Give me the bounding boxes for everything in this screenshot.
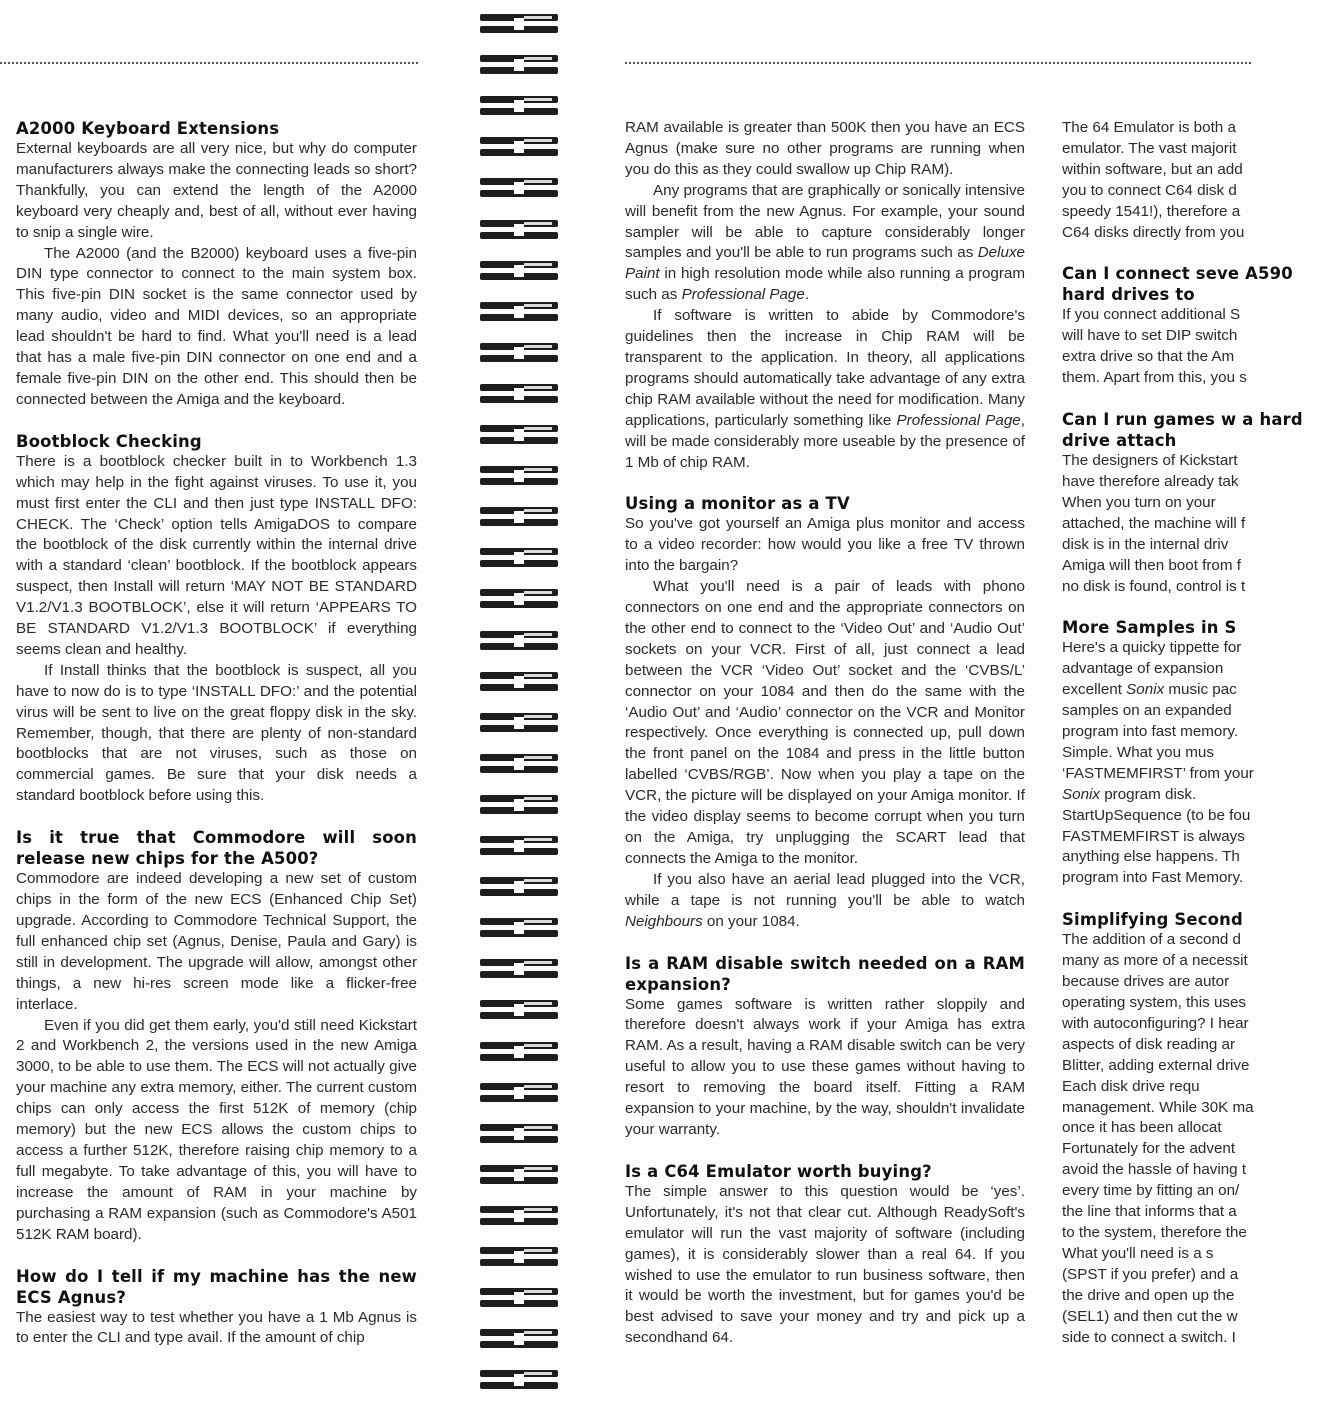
binding-ring [480, 1124, 558, 1144]
right-section [1062, 118, 1251, 243]
right-section [1062, 909, 1254, 1348]
text-line: The 64 Emulator is both a [1062, 119, 1236, 136]
paragraph: What you'll need is a pair of leads with phono connectors on one end and the appropriate connectors on the other end to connect to the ‘Video Out’ and ‘Audio Out’ sockets on your VCR. First of all, just connect a lead between the VCR ‘Video Out’ socket and the ‘CVBS/L’ connector on your 1084 and then do the same with the ‘Audio Out’ and ‘Audio’ connector on the VCR and Monitor respectively. Once everything is connected up, pull down the front panel on the 1084 and press in the little button labelled ‘CVBS/RGB’. Now when you play a tape on the VCR, the picture will be displayed on your Amiga monitor. If the video display seems to become corrupt when you turn on the Amiga, try unplugging the SCART lead that connects the Amiga to the monitor. [625, 578, 1025, 867]
text-line: What you'll need is a s [1062, 1244, 1214, 1262]
text-line: Blitter, adding external drive [1062, 1056, 1250, 1074]
middle-column [625, 118, 1025, 1369]
binding-ring [480, 959, 558, 979]
binding-ring [480, 1329, 558, 1349]
text-line: Here's a quicky tippette for [1062, 639, 1242, 657]
text-line: management. While 30K ma [1062, 1098, 1254, 1116]
binding-ring [480, 713, 558, 733]
text-line: emulator. The vast majorit [1062, 139, 1237, 157]
text-line: disk is in the internal driv [1062, 535, 1229, 553]
paragraph: There is a bootblock checker built in to Workbench 1.3 which may help in the fight against viruses. To use it, you must first enter the CLI and then just type INSTALL DFO: CHECK. The ‘Check’ option tells AmigaDOS to compare the bootblock of the disk currently within the internal drive with a standard ‘clean’ bootblock. If the bootblock appears suspect, then Install will return ‘MAY NOT BE STANDARD V1.2/V1.3 BOOTBLOCK’, else it will return ‘APPEARS TO BE STANDARD V1.2/V1.3 BOOTBLOCK’ if everything seems clean and healthy. [16, 452, 417, 658]
section-keyboard-extensions [16, 118, 417, 411]
right-page-rule [625, 62, 1251, 64]
binding-ring [480, 589, 558, 609]
text-line: the drive and open up the [1062, 1286, 1235, 1304]
text-line: you to connect C64 disk d [1062, 181, 1237, 199]
text-line: speedy 1541!), therefore a [1062, 202, 1241, 220]
section-heading: Simplifying Second [1062, 910, 1243, 930]
binding-ring [480, 466, 558, 486]
section-ram-disable-switch [625, 953, 1025, 1141]
binding-ring [480, 1370, 558, 1390]
text-line: them. Apart from this, you s [1062, 369, 1247, 387]
binding-ring [480, 220, 558, 240]
text-line: attached, the machine will f [1062, 514, 1246, 532]
binding-ring [480, 425, 558, 445]
section-agnus-continued [625, 118, 1025, 473]
binding-ring [480, 1288, 558, 1308]
section-heading: Is a C64 Emulator worth buying? [625, 1161, 932, 1181]
paragraph: If you also have an aerial lead plugged into the VCR, while a tape is not running you'll be able to watch Neighbours on your 1084. [625, 870, 1025, 930]
paragraph: The simple answer to this question would be ‘yes’. Unfortunately, it's not that clear cut. Although ReadySoft's emulator will run the vast majority of software (including games), it is considerably slower than a real 64. If you wished to use the emulator to run business software, then it would be worth the investment, but for games you'd be best advised to save your money and try and pick up a secondhand 64. [625, 1182, 1025, 1347]
text-line: Each disk drive requ [1062, 1077, 1200, 1095]
binding-ring [480, 548, 558, 568]
text-line: FASTMEMFIRST is always [1062, 827, 1245, 845]
binding-ring [480, 137, 558, 157]
text-line: Sonix program disk. [1062, 785, 1197, 803]
section-heading: Can I run games w a hard drive attach [1062, 410, 1303, 451]
binding-ring [480, 178, 558, 198]
text-line: The addition of a second d [1062, 931, 1242, 949]
text-line: avoid the hassle of having t [1062, 1161, 1247, 1179]
section-heading: Is it true that Commodore will soon release new chips for the A500? [16, 828, 417, 869]
binding-ring [480, 754, 558, 774]
binding-ring [480, 343, 558, 363]
text-line: C64 disks directly from you [1062, 223, 1245, 241]
section-heading: Is a RAM disable switch needed on a RAM expansion? [625, 953, 1025, 994]
section-ecs-agnus [16, 1266, 417, 1350]
text-line: Amiga will then boot from f [1062, 556, 1241, 574]
left-column [16, 118, 417, 1369]
text-line: program into Fast Memory. [1062, 869, 1244, 887]
binding-ring [480, 1083, 558, 1103]
text-line: When you turn on your [1062, 493, 1216, 511]
section-heading: Bootblock Checking [16, 431, 202, 451]
left-page-rule [0, 62, 418, 64]
text-line: ‘FASTMEMFIRST’ from your [1062, 764, 1254, 782]
spiral-binding [470, 0, 570, 1403]
text-line: with autoconfiguring? I hear [1062, 1014, 1249, 1032]
paragraph: Even if you did get them early, you'd still need Kickstart 2 and Workbench 2, the versions used in the new Amiga 3000, to be able to use them. The ECS will not actually give your machine any extra memory, either. The current custom chips can only access the first 512K of memory (chip memory) but the new ECS allows the custom chips to access a further 512K, therefore raising chip memory to a full megabyte. To take advantage of this, you will have to increase the amount of RAM in your machine by purchasing a RAM expansion (such as Commodore's A501 512K RAM board). [16, 1016, 417, 1243]
section-heading: More Samples in S [1062, 618, 1237, 638]
text-line: side to connect a switch. I [1062, 1328, 1236, 1346]
binding-ring [480, 302, 558, 322]
text-line: aspects of disk reading ar [1062, 1035, 1236, 1053]
text-line: to the system, therefore the [1062, 1223, 1247, 1241]
paragraph: External keyboards are all very nice, but why do computer manufacturers always make the connecting leads so short? Thankfully, you can extend the length of the A2000 keyboard very cheaply and, best of all, without ever having to snip a single wire. [16, 140, 417, 241]
right-section [1062, 263, 1293, 389]
paragraph: So you've got yourself an Amiga plus monitor and access to a video recorder: how would you like a free TV thrown into the bargain? [625, 515, 1025, 575]
binding-ring [480, 631, 558, 651]
binding-ring [480, 1042, 558, 1062]
text-line: the line that informs that a [1062, 1203, 1237, 1221]
binding-ring [480, 1247, 558, 1267]
binding-ring [480, 877, 558, 897]
text-line: many as more of a necessit [1062, 952, 1248, 970]
section-bootblock-checking [16, 431, 417, 807]
text-line: Fortunately for the advent [1062, 1140, 1236, 1158]
binding-ring [480, 918, 558, 938]
binding-ring [480, 261, 558, 281]
section-new-chips [16, 827, 417, 1245]
text-line: within software, but an add [1062, 160, 1243, 178]
text-line: once it has been allocat [1062, 1119, 1222, 1137]
binding-ring [480, 55, 558, 75]
text-line: have therefore already tak [1062, 472, 1239, 490]
text-line: advantage of expansion [1062, 660, 1224, 678]
text-line: extra drive so that the Am [1062, 348, 1235, 366]
section-heading: Can I connect seve A590 hard drives to [1062, 264, 1293, 305]
text-line: will have to set DIP switch [1062, 327, 1238, 345]
binding-ring [480, 836, 558, 856]
text-line: samples on an expanded [1062, 702, 1232, 720]
text-line: operating system, this uses [1062, 994, 1247, 1011]
text-line: The designers of Kickstart [1062, 452, 1238, 470]
text-line: StartUpSequence (to be fou [1062, 806, 1251, 824]
section-monitor-as-tv [625, 493, 1025, 932]
section-c64-emulator [625, 1161, 1025, 1349]
text-line: Simple. What you mus [1062, 743, 1214, 761]
paragraph: The easiest way to test whether you have a 1 Mb Agnus is to enter the CLI and type avail. If the amount of chip [16, 1308, 417, 1347]
paragraph: RAM available is greater than 500K then you have an ECS Agnus (make sure no other programs are running when you do this as they could swallow up Chip RAM). [625, 119, 1025, 178]
text-line: anything else happens. Th [1062, 848, 1240, 866]
binding-ring [480, 1000, 558, 1020]
binding-ring [480, 672, 558, 692]
right-column-cropped [1062, 118, 1303, 1368]
text-line: no disk is found, control is t [1062, 577, 1246, 595]
binding-ring [480, 507, 558, 527]
paragraph: Commodore are indeed developing a new set of custom chips in the form of the new ECS (Enhanced Chip Set) upgrade. According to Commodore Technical Support, the full enhanced chip set (Agnus, Denise, Paula and Gary) is still in development. The upgrade will allow, amongst other things, a new hi-res screen mode like a flicker-free interlace. [16, 870, 417, 1013]
binding-ring [480, 795, 558, 815]
paragraph: If Install thinks that the bootblock is suspect, all you have to now do is to type ‘INSTALL DFO:’ and the potential virus will be sent to live on the great floppy disk in the sky. Remember, though, that there are plenty of non-standard bootblocks that are not viruses, such as those on commercial games. Be sure that your disk needs a standard bootblock before using this. [16, 661, 417, 805]
text-line: (SEL1) and then cut the w [1062, 1307, 1238, 1325]
section-heading: How do I tell if my machine has the new ECS Agnus? [16, 1266, 417, 1307]
section-heading: Using a monitor as a TV [625, 494, 850, 514]
text-line: If you connect additional S [1062, 306, 1241, 324]
right-section [1062, 409, 1303, 597]
text-line: program into fast memory. [1062, 723, 1239, 741]
binding-ring [480, 14, 558, 34]
text-line: every time by fitting an on/ [1062, 1182, 1240, 1200]
paragraph: The A2000 (and the B2000) keyboard uses a five-pin DIN type connector to connect to the main system box. This five-pin DIN socket is the same connector used by many audio, video and MIDI devices, so an appropriate lead shouldn't be hard to find. What you'll need is a lead that has a male five-pin DIN connector on one end and a female five-pin DIN on the other end. This should then be connected between the Amiga and the keyboard. [16, 244, 417, 408]
binding-ring [480, 1206, 558, 1226]
binding-ring [480, 384, 558, 404]
paragraph: If software is written to abide by Commodore's guidelines then the increase in Chip RAM will be transparent to the application. In theory, all applications programs should automatically take advantage of any extra chip RAM available without the need for modification. Many applications, particularly something like Professional Page, will be made considerably more useable by the presence of 1 Mb of chip RAM. [625, 307, 1025, 471]
right-section [1062, 617, 1254, 889]
text-line: because drives are autor [1062, 973, 1230, 991]
binding-ring [480, 1165, 558, 1185]
text-line: (SPST if you prefer) and a [1062, 1265, 1239, 1283]
section-heading: A2000 Keyboard Extensions [16, 119, 280, 138]
paragraph: Any programs that are graphically or sonically intensive will benefit from the new Agnus. For example, your sound sampler will be able to capture considerably longer samples and you'll be able to run programs such as Deluxe Paint in high resolution mode while also running a program such as Professional Page. [625, 181, 1025, 304]
text-line: excellent Sonix music pac [1062, 681, 1237, 699]
binding-ring [480, 96, 558, 116]
paragraph: Some games software is written rather sloppily and therefore doesn't always work if your Amiga has extra RAM. As a result, having a RAM disable switch can be very useful to allow you to use these games without having to resort to removing the board itself. Fitting a RAM expansion to your machine, by the way, shouldn't invalidate your warranty. [625, 995, 1025, 1138]
